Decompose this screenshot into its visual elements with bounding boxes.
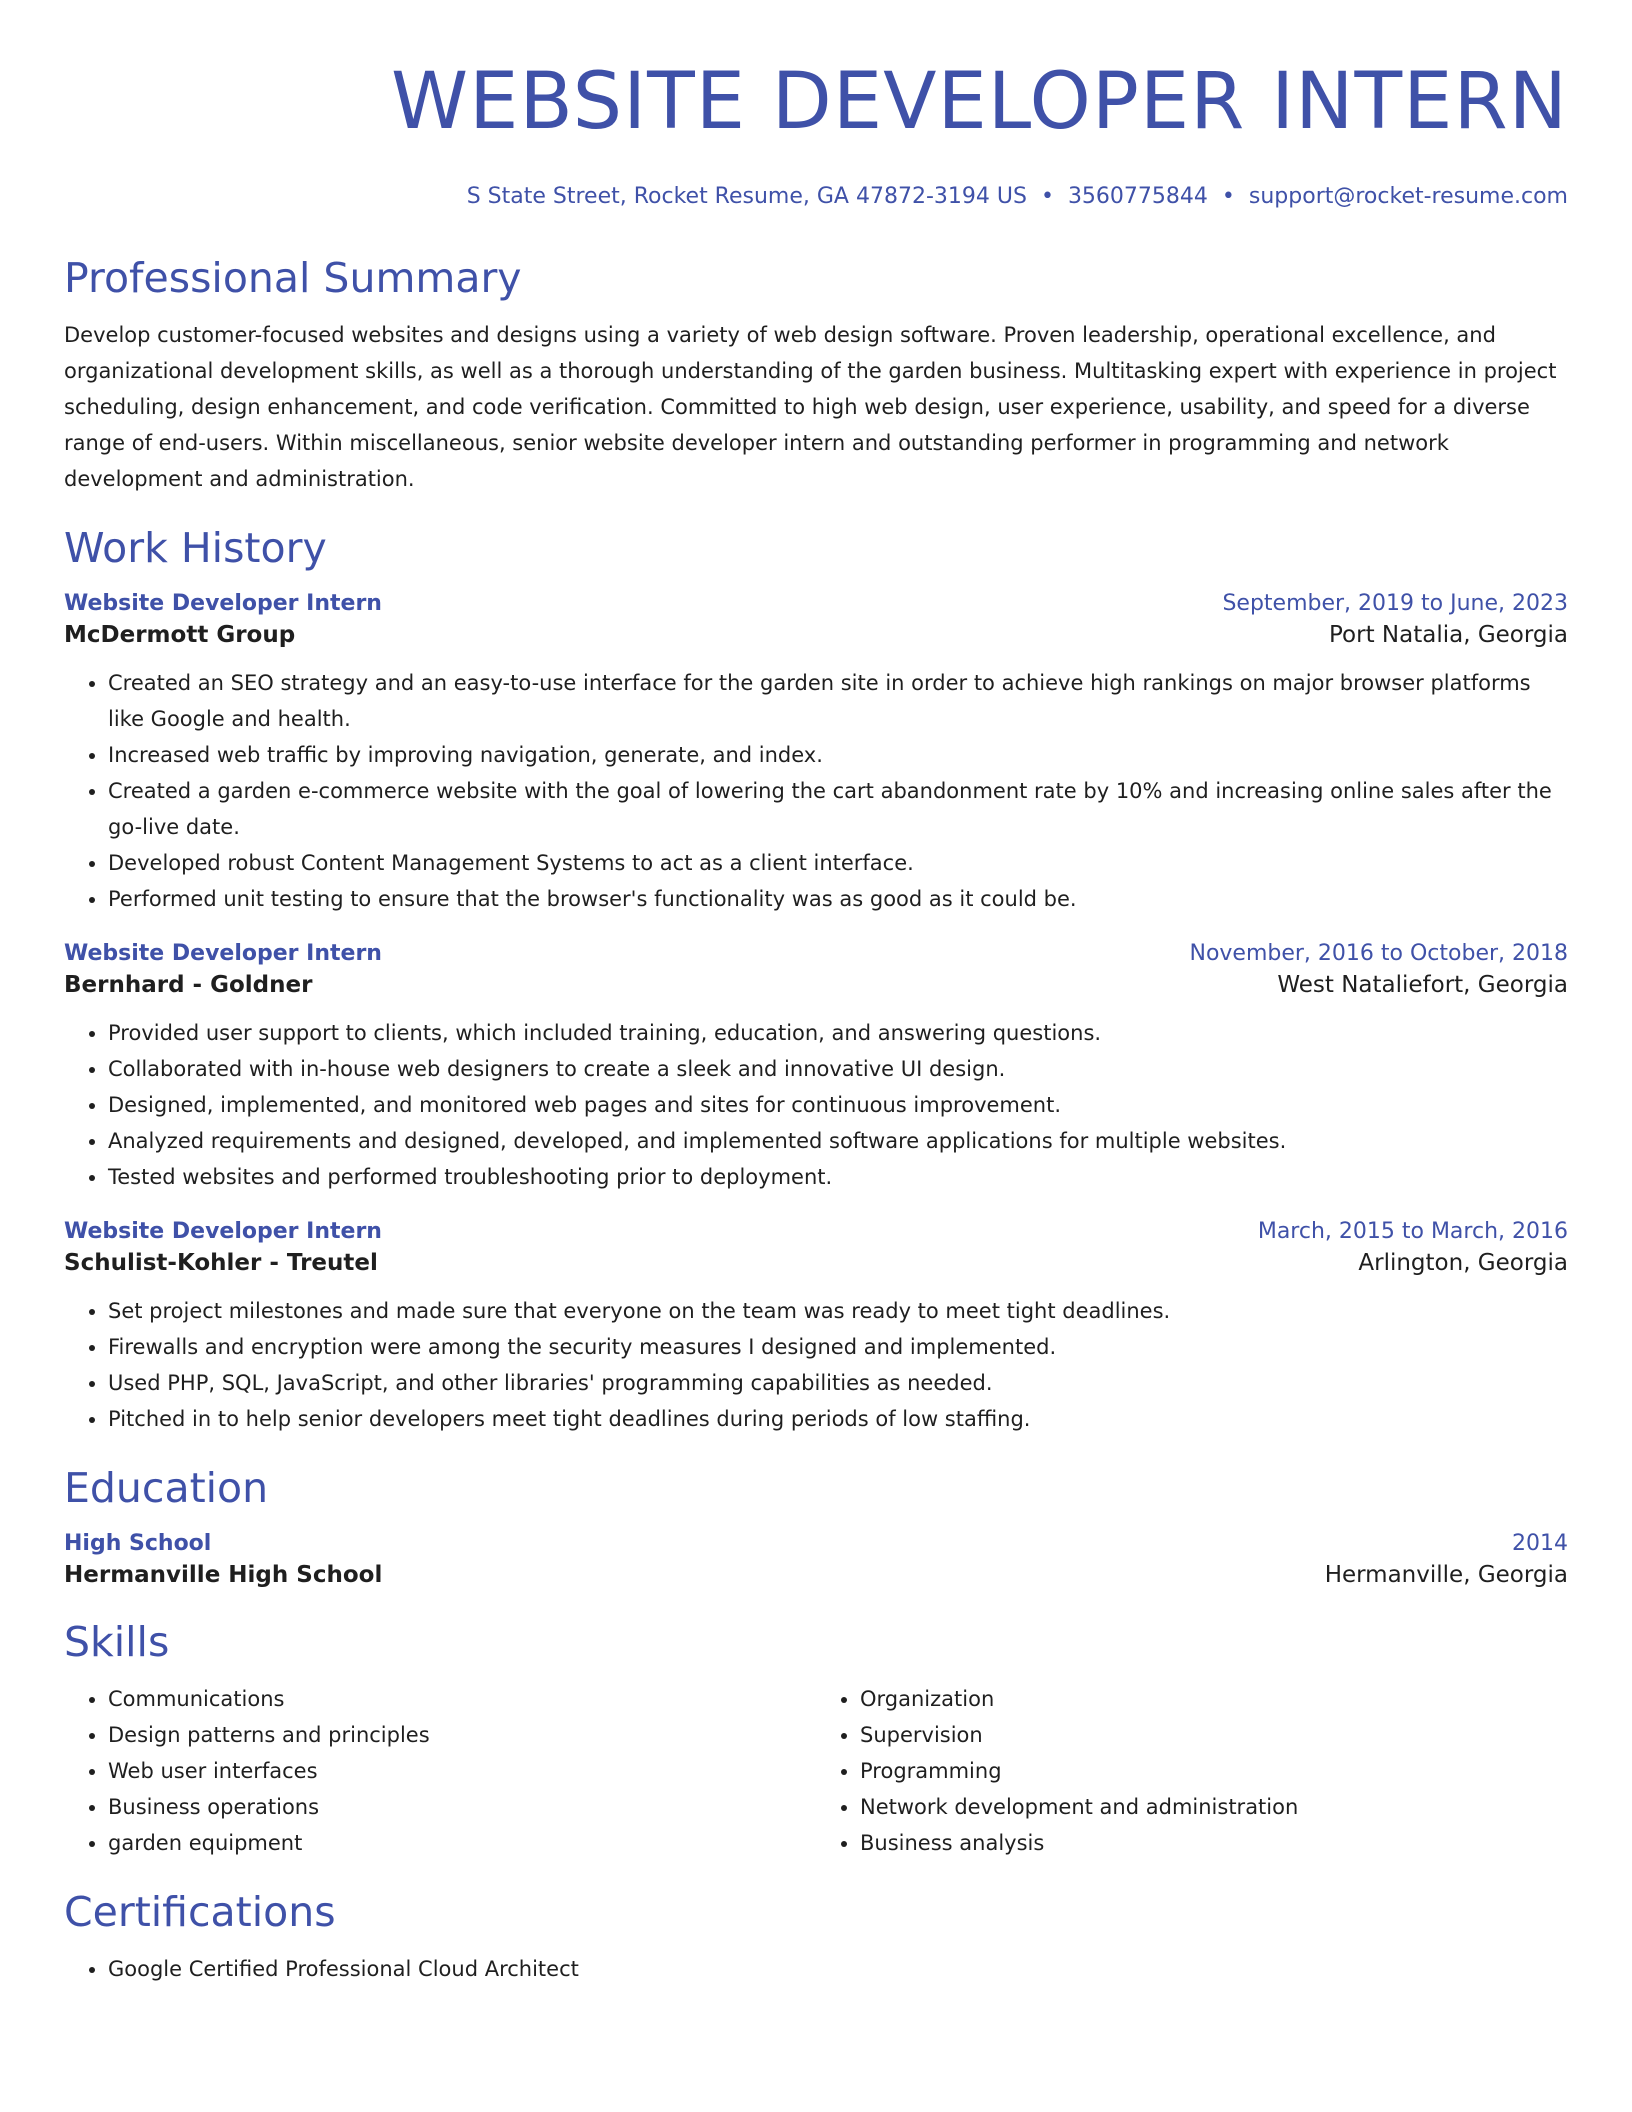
list-item: • Provided user support to clients, which included training, education, and answering questions. [108, 1015, 1568, 1051]
list-item: • Analyzed requirements and designed, developed, and implemented software applications for multiple websites. [108, 1123, 1568, 1159]
list-item: • Network development and administration [860, 1789, 1568, 1825]
certifications-list [64, 1951, 1568, 1987]
list-item: • Increased web traffic by improving navigation, generate, and index. [108, 737, 1568, 773]
list-item: • Collaborated with in-house web designers to create a sleek and innovative UI design. [108, 1051, 1568, 1087]
certifications-heading: Certifications [64, 1888, 336, 1936]
job-header-row [64, 1217, 1568, 1247]
email-link[interactable]: support@rocket-resume.com [1248, 184, 1568, 209]
separator-dot: • [1221, 184, 1235, 209]
job-location: Arlington, Georgia [1358, 1250, 1568, 1276]
job-entry [64, 589, 1568, 917]
education-school: Hermanville High School [64, 1562, 383, 1588]
education-degree: High School [64, 1531, 212, 1556]
job-entry [64, 1217, 1568, 1437]
resume-title: WEBSITE DEVELOPER INTERN [391, 57, 1568, 147]
job-title: Website Developer Intern [64, 1219, 382, 1244]
list-item: • Designed, implemented, and monitored web pages and sites for continuous improvement. [108, 1087, 1568, 1123]
job-company: Schulist-Kohler - Treutel [64, 1250, 378, 1276]
skills-heading: Skills [64, 1618, 170, 1666]
list-item: • Firewalls and encryption were among the security measures I designed and implemented. [108, 1329, 1568, 1365]
list-item: • Google Certified Professional Cloud Architect [108, 1951, 1568, 1987]
job-bullets [64, 1015, 1568, 1195]
job-title: Website Developer Intern [64, 591, 382, 616]
skills-columns [64, 1667, 1568, 1861]
skills-list-right [816, 1681, 1568, 1861]
list-item: • Created a garden e-commerce website with the goal of lowering the cart abandonment rate by 10% and increasing online sales after the go-live date. [108, 773, 1568, 845]
list-item: • Business operations [108, 1789, 816, 1825]
job-company: Bernhard - Goldner [64, 972, 313, 998]
job-entry [64, 939, 1568, 1195]
job-bullets [64, 1293, 1568, 1437]
education-header-row [64, 1529, 1568, 1559]
education-entry [64, 1529, 1568, 1591]
job-location: Port Natalia, Georgia [1329, 622, 1568, 648]
job-bullets [64, 665, 1568, 917]
separator-dot: • [1040, 184, 1054, 209]
list-item: • Pitched in to help senior developers meet tight deadlines during periods of low staffing. [108, 1401, 1568, 1437]
list-item: • Created an SEO strategy and an easy-to-use interface for the garden site in order to achieve high rankings on major browser platforms like Google and health. [108, 665, 1568, 737]
address-text: S State Street, Rocket Resume, GA 47872-3194 US [466, 184, 1027, 209]
job-company: McDermott Group [64, 622, 296, 648]
education-school-row [64, 1559, 1568, 1591]
list-item: • Design patterns and principles [108, 1717, 816, 1753]
job-company-row [64, 1247, 1568, 1279]
phone-text: 3560775844 [1067, 184, 1208, 209]
summary-heading: Professional Summary [64, 254, 522, 302]
list-item: • Developed robust Content Management Systems to act as a client interface. [108, 845, 1568, 881]
job-dates: March, 2015 to March, 2016 [1257, 1219, 1568, 1244]
job-title: Website Developer Intern [64, 941, 382, 966]
job-dates: September, 2019 to June, 2023 [1222, 591, 1568, 616]
education-year: 2014 [1512, 1531, 1568, 1556]
job-dates: November, 2016 to October, 2018 [1189, 941, 1568, 966]
list-item: • Programming [860, 1753, 1568, 1789]
list-item: • Set project milestones and made sure that everyone on the team was ready to meet tight deadlines. [108, 1293, 1568, 1329]
contact-line [64, 183, 1568, 211]
job-header-row [64, 589, 1568, 619]
list-item: • Tested websites and performed troubleshooting prior to deployment. [108, 1159, 1568, 1195]
skills-list-left [64, 1681, 816, 1861]
job-location: West Nataliefort, Georgia [1277, 972, 1568, 998]
list-item: • Web user interfaces [108, 1753, 816, 1789]
list-item: • Communications [108, 1681, 816, 1717]
list-item: • Supervision [860, 1717, 1568, 1753]
list-item: • Performed unit testing to ensure that the browser's functionality was as good as it could be. [108, 881, 1568, 917]
job-company-row [64, 619, 1568, 651]
summary-text: Develop customer-focused websites and designs using a variety of web design software. Proven leadership, operational excellence, and organizational development skills, as well as a thorough understanding of the garden business. Multitasking expert with experience in project scheduling, design enhancement, and code verification. Committed to high web design, user experience, usability, and speed for a diverse range of end-users. Within miscellaneous, senior website developer intern and outstanding performer in programming and network development and administration. [64, 323, 1557, 491]
education-location: Hermanville, Georgia [1324, 1562, 1568, 1588]
list-item: • Business analysis [860, 1825, 1568, 1861]
job-header-row [64, 939, 1568, 969]
list-item: • Used PHP, SQL, JavaScript, and other libraries' programming capabilities as needed. [108, 1365, 1568, 1401]
list-item: • Organization [860, 1681, 1568, 1717]
list-item: • garden equipment [108, 1825, 816, 1861]
work-history-heading: Work History [64, 524, 327, 572]
job-company-row [64, 969, 1568, 1001]
education-heading: Education [64, 1464, 269, 1512]
